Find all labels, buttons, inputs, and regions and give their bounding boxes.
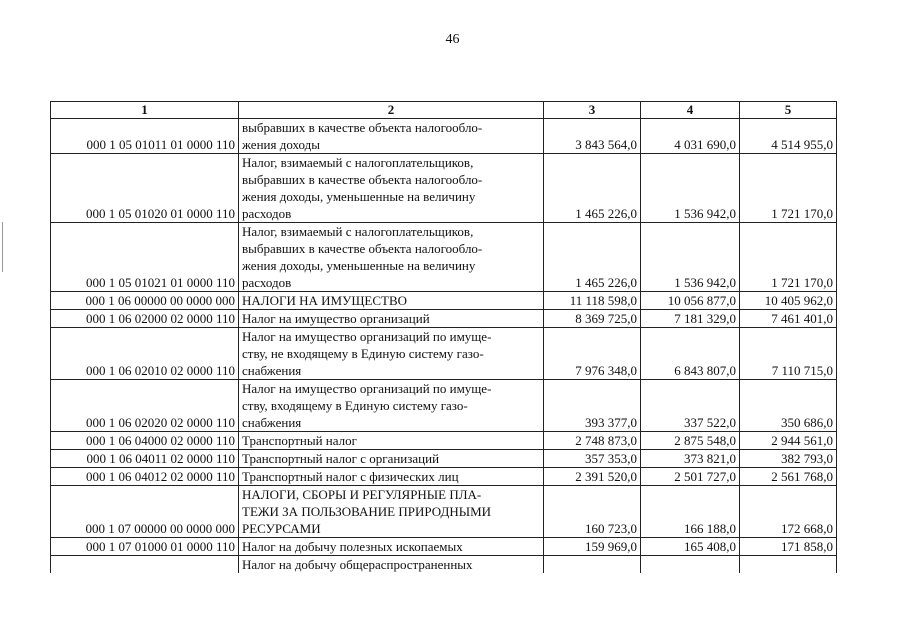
row-value-col-5: 382 793,0 <box>740 450 837 468</box>
row-name-line: Транспортный налог с организаций <box>242 451 440 466</box>
header-col-5: 5 <box>740 102 837 119</box>
row-value-col-5: 2 561 768,0 <box>740 468 837 486</box>
row-name-line: снабжения <box>242 415 302 430</box>
table-row <box>51 223 837 292</box>
row-value-col-4: 1 536 942,0 <box>641 154 740 223</box>
row-name <box>239 468 544 486</box>
row-name-line: Налог на имущество организаций <box>242 311 430 326</box>
row-name-line: НАЛОГИ НА ИМУЩЕСТВО <box>242 293 408 308</box>
table-row <box>51 450 837 468</box>
row-name-line: ству, не входящему в Единую систему газо- <box>242 346 484 361</box>
table-row <box>51 154 837 223</box>
table-row <box>51 292 837 310</box>
row-name-line: жения доходы, уменьшенные на величину <box>242 189 476 204</box>
row-value-col-5: 171 858,0 <box>740 538 837 556</box>
margin-scan-mark <box>2 222 3 272</box>
row-name-line: расходов <box>242 275 292 290</box>
row-name-line: выбравших в качестве объекта налогообло- <box>242 241 483 256</box>
row-name <box>239 310 544 328</box>
row-name-line: жения доходы <box>242 137 320 152</box>
row-name <box>239 292 544 310</box>
row-code: 000 1 06 04012 02 0000 110 <box>51 468 239 486</box>
row-code: 000 1 05 01021 01 0000 110 <box>51 223 239 292</box>
row-code: 000 1 07 00000 00 0000 000 <box>51 486 239 538</box>
row-value-col-3: 2 391 520,0 <box>544 468 641 486</box>
row-name <box>239 380 544 432</box>
row-value-col-5: 1 721 170,0 <box>740 154 837 223</box>
header-col-4: 4 <box>641 102 740 119</box>
table-row <box>51 538 837 556</box>
row-name <box>239 556 544 574</box>
row-value-col-4: 373 821,0 <box>641 450 740 468</box>
table-row <box>51 486 837 538</box>
row-name-line: ТЕЖИ ЗА ПОЛЬЗОВАНИЕ ПРИРОДНЫМИ <box>242 504 492 519</box>
row-name-line: РЕСУРСАМИ <box>242 521 321 536</box>
row-name-line: НАЛОГИ, СБОРЫ И РЕГУЛЯРНЫЕ ПЛА- <box>242 487 482 502</box>
row-value-col-5: 7 110 715,0 <box>740 328 837 380</box>
row-name-line: ству, входящему в Единую систему газо- <box>242 398 468 413</box>
row-code: 000 1 05 01011 01 0000 110 <box>51 119 239 154</box>
row-name-line: выбравших в качестве объекта налогообло- <box>242 120 483 135</box>
row-value-col-5: 7 461 401,0 <box>740 310 837 328</box>
row-value-col-4: 6 843 807,0 <box>641 328 740 380</box>
row-code: 000 1 06 02020 02 0000 110 <box>51 380 239 432</box>
row-value-col-5: 10 405 962,0 <box>740 292 837 310</box>
row-code: 000 1 06 00000 00 0000 000 <box>51 292 239 310</box>
row-code: 000 1 07 01000 01 0000 110 <box>51 538 239 556</box>
row-value-col-3: 160 723,0 <box>544 486 641 538</box>
row-name-line: Налог на добычу полезных ископаемых <box>242 539 463 554</box>
table-row <box>51 432 837 450</box>
row-name <box>239 538 544 556</box>
page-number: 46 <box>445 32 460 47</box>
row-name-line: Налог, взимаемый с налогоплательщиков, <box>242 224 474 239</box>
table-row <box>51 310 837 328</box>
row-code: 000 1 06 02000 02 0000 110 <box>51 310 239 328</box>
row-value-col-3: 8 369 725,0 <box>544 310 641 328</box>
row-value-col-4: 166 188,0 <box>641 486 740 538</box>
row-name <box>239 223 544 292</box>
table-row <box>51 468 837 486</box>
row-value-col-4: 7 181 329,0 <box>641 310 740 328</box>
table-row <box>51 556 837 574</box>
row-name-line: снабжения <box>242 363 302 378</box>
row-name <box>239 328 544 380</box>
row-value-col-3: 11 118 598,0 <box>544 292 641 310</box>
row-value-col-4: 10 056 877,0 <box>641 292 740 310</box>
row-code: 000 1 05 01020 01 0000 110 <box>51 154 239 223</box>
row-value-col-3 <box>544 556 641 574</box>
row-value-col-5: 1 721 170,0 <box>740 223 837 292</box>
row-value-col-4: 2 875 548,0 <box>641 432 740 450</box>
row-value-col-5: 172 668,0 <box>740 486 837 538</box>
row-value-col-4 <box>641 556 740 574</box>
row-value-col-4: 4 031 690,0 <box>641 119 740 154</box>
row-value-col-3: 1 465 226,0 <box>544 223 641 292</box>
row-value-col-5 <box>740 556 837 574</box>
row-value-col-3: 357 353,0 <box>544 450 641 468</box>
row-name-line: выбравших в качестве объекта налогообло- <box>242 172 483 187</box>
row-value-col-3: 2 748 873,0 <box>544 432 641 450</box>
row-value-col-3: 393 377,0 <box>544 380 641 432</box>
row-name-line: Транспортный налог <box>242 433 357 448</box>
row-name-line: Транспортный налог с физических лиц <box>242 469 459 484</box>
row-name-line: Налог на имущество организаций по имуще- <box>242 329 492 344</box>
header-col-3: 3 <box>544 102 641 119</box>
row-value-col-3: 3 843 564,0 <box>544 119 641 154</box>
row-code: 000 1 06 04011 02 0000 110 <box>51 450 239 468</box>
row-value-col-4: 1 536 942,0 <box>641 223 740 292</box>
row-code <box>51 556 239 574</box>
header-col-1: 1 <box>51 102 239 119</box>
row-value-col-5: 4 514 955,0 <box>740 119 837 154</box>
row-code: 000 1 06 04000 02 0000 110 <box>51 432 239 450</box>
row-name <box>239 119 544 154</box>
table-row <box>51 328 837 380</box>
header-col-2: 2 <box>239 102 544 119</box>
row-name-line: Налог на имущество организаций по имуще- <box>242 381 492 396</box>
row-value-col-4: 2 501 727,0 <box>641 468 740 486</box>
row-code: 000 1 06 02010 02 0000 110 <box>51 328 239 380</box>
row-name-line: расходов <box>242 206 292 221</box>
row-value-col-4: 165 408,0 <box>641 538 740 556</box>
row-value-col-3: 159 969,0 <box>544 538 641 556</box>
row-value-col-3: 7 976 348,0 <box>544 328 641 380</box>
budget-revenue-table <box>50 101 837 573</box>
row-name <box>239 432 544 450</box>
row-name-line: Налог на добычу общераспространенных <box>242 557 473 572</box>
row-value-col-5: 350 686,0 <box>740 380 837 432</box>
row-name <box>239 486 544 538</box>
table-row <box>51 380 837 432</box>
row-value-col-3: 1 465 226,0 <box>544 154 641 223</box>
row-name <box>239 450 544 468</box>
row-name-line: Налог, взимаемый с налогоплательщиков, <box>242 155 474 170</box>
table-row <box>51 119 837 154</box>
row-value-col-5: 2 944 561,0 <box>740 432 837 450</box>
row-value-col-4: 337 522,0 <box>641 380 740 432</box>
row-name-line: жения доходы, уменьшенные на величину <box>242 258 476 273</box>
row-name <box>239 154 544 223</box>
header-row <box>51 102 837 119</box>
table-body <box>51 119 837 574</box>
